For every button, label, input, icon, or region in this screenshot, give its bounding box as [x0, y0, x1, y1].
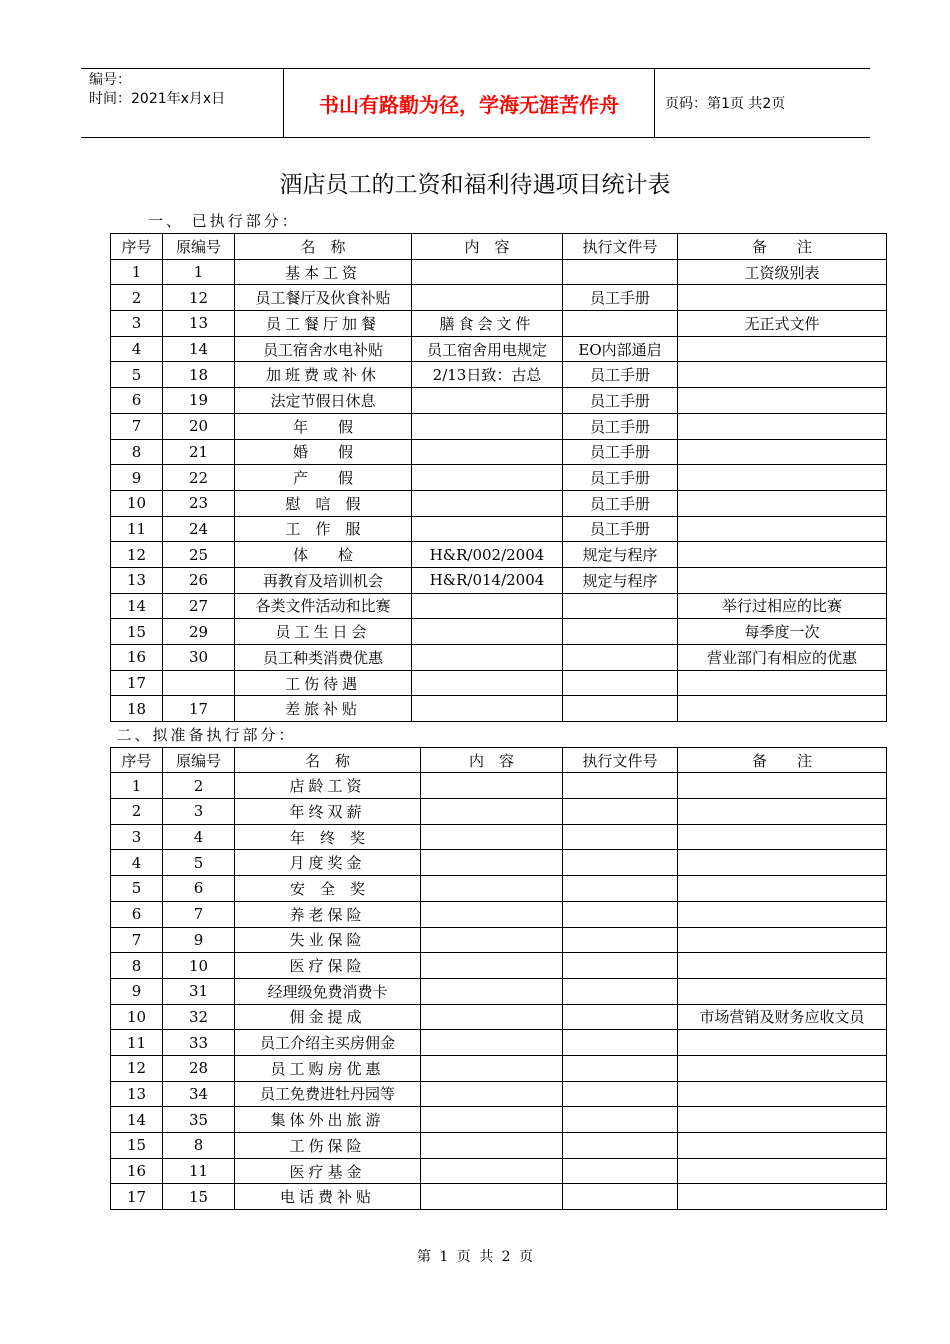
table-cell: [563, 619, 678, 645]
table-cell: 15: [163, 1184, 235, 1210]
table-cell: 年终双薪: [235, 799, 421, 825]
section2-heading-row: [111, 722, 887, 748]
table-cell: 婚 假: [235, 439, 412, 465]
table-cell: 膳食会文件: [412, 311, 563, 337]
table-cell: 17: [163, 696, 235, 722]
table-cell: 集体外出旅游: [235, 1107, 421, 1133]
table-cell: 18: [163, 362, 235, 388]
table-cell: [678, 1158, 887, 1184]
table-cell: 8: [163, 1133, 235, 1159]
table-cell: 员工免费进牡丹园等: [235, 1081, 421, 1107]
table-cell: 1: [163, 259, 235, 285]
table-cell: [412, 696, 563, 722]
table-cell: 店龄工资: [235, 773, 421, 799]
table-cell: 32: [163, 1004, 235, 1030]
header-motto: 书山有路勤为径，学海无涯苦作舟: [283, 69, 655, 137]
table-cell: [421, 1030, 563, 1056]
table-row: [111, 927, 887, 953]
table-cell: [678, 850, 887, 876]
table-cell: 10: [111, 1004, 163, 1030]
table-cell: [421, 1081, 563, 1107]
table-cell: [421, 1055, 563, 1081]
table-cell: 员工手册: [563, 285, 678, 311]
table-cell: 27: [163, 593, 235, 619]
table-cell: 医疗基金: [235, 1158, 421, 1184]
table-cell: [421, 876, 563, 902]
table-cell: 24: [163, 516, 235, 542]
table-cell: 员工手册: [563, 413, 678, 439]
table-cell: [563, 696, 678, 722]
table-cell: 5: [111, 876, 163, 902]
table-cell: 经理级免费消费卡: [235, 978, 421, 1004]
table-row: [111, 824, 887, 850]
column-header: 序号: [111, 747, 163, 773]
table-cell: 每季度一次: [678, 619, 887, 645]
table-cell: [563, 1004, 678, 1030]
table-cell: [563, 1107, 678, 1133]
section1-heading: 一、 已执行部分：: [148, 212, 300, 230]
table-cell: 11: [163, 1158, 235, 1184]
table-cell: [678, 799, 887, 825]
table-cell: [678, 490, 887, 516]
table-cell: [421, 773, 563, 799]
table-cell: [678, 696, 887, 722]
table-cell: [563, 901, 678, 927]
table-cell: [412, 645, 563, 671]
table-cell: 市场营销及财务应收文员: [678, 1004, 887, 1030]
table-cell: 11: [111, 1030, 163, 1056]
table-cell: [412, 619, 563, 645]
table-cell: [678, 1184, 887, 1210]
table-cell: [678, 439, 887, 465]
table-cell: [678, 953, 887, 979]
table-row: [111, 901, 887, 927]
table-cell: 11: [111, 516, 163, 542]
table-cell: 15: [111, 1133, 163, 1159]
table-cell: [421, 1184, 563, 1210]
table-cell: 安 全 奖: [235, 876, 421, 902]
table-cell: [563, 593, 678, 619]
table-cell: 差旅补贴: [235, 696, 412, 722]
table-cell: [563, 799, 678, 825]
table-row: [111, 311, 887, 337]
table-cell: 6: [163, 876, 235, 902]
table-cell: [678, 1030, 887, 1056]
table-cell: 9: [111, 978, 163, 1004]
table-cell: 12: [111, 1055, 163, 1081]
column-header: 序号: [111, 234, 163, 260]
table-cell: 基本工资: [235, 259, 412, 285]
table-cell: [678, 824, 887, 850]
table-row: [111, 850, 887, 876]
table-cell: 7: [111, 413, 163, 439]
column-header: 名 称: [235, 234, 412, 260]
table-cell: [412, 439, 563, 465]
table-cell: 失业保险: [235, 927, 421, 953]
table-cell: 5: [111, 362, 163, 388]
table-cell: [678, 413, 887, 439]
table-cell: [563, 1055, 678, 1081]
document-title: 酒店员工的工资和福利待遇项目统计表: [279, 172, 671, 198]
table-cell: 员工购房优惠: [235, 1055, 421, 1081]
table-cell: 7: [111, 927, 163, 953]
table-cell: 年 假: [235, 413, 412, 439]
page-footer: 第 1 页 共 2 页: [416, 1249, 534, 1265]
table-cell: [563, 1184, 678, 1210]
table-cell: 33: [163, 1030, 235, 1056]
table-cell: 31: [163, 978, 235, 1004]
table-cell: 15: [111, 619, 163, 645]
table-cell: [412, 388, 563, 414]
table-cell: [421, 1107, 563, 1133]
table-row: [111, 978, 887, 1004]
table-row: [111, 696, 887, 722]
table-cell: [412, 670, 563, 696]
table-row: [111, 1055, 887, 1081]
table-cell: 员工宿舍用电规定: [412, 336, 563, 362]
table-cell: [563, 850, 678, 876]
table-cell: [678, 1107, 887, 1133]
table-cell: 员工手册: [563, 490, 678, 516]
table-cell: 1: [111, 259, 163, 285]
column-header: 内 容: [421, 747, 563, 773]
table-row: [111, 285, 887, 311]
table-cell: 工伤保险: [235, 1133, 421, 1159]
table-cell: [421, 850, 563, 876]
table-cell: 员工宿舍水电补贴: [235, 336, 412, 362]
table-cell: 6: [111, 388, 163, 414]
table-cell: 29: [163, 619, 235, 645]
table-row: [111, 645, 887, 671]
table-cell: 电话费补贴: [235, 1184, 421, 1210]
table-cell: 工资级别表: [678, 259, 887, 285]
table-cell: 17: [111, 1184, 163, 1210]
table-cell: [412, 490, 563, 516]
table-cell: 2/13日致：古总: [412, 362, 563, 388]
table-cell: 13: [111, 1081, 163, 1107]
table-cell: 4: [111, 850, 163, 876]
table-cell: 10: [163, 953, 235, 979]
table-cell: 6: [111, 901, 163, 927]
table-cell: 34: [163, 1081, 235, 1107]
table-cell: 12: [163, 285, 235, 311]
table-cell: 体 检: [235, 542, 412, 568]
column-header: 名 称: [235, 747, 421, 773]
table-cell: 2: [163, 773, 235, 799]
table-cell: [678, 362, 887, 388]
column-header: 备 注: [678, 234, 887, 260]
table-cell: 工伤待遇: [235, 670, 412, 696]
table-cell: 慰 唁 假: [235, 490, 412, 516]
table-cell: 员工手册: [563, 362, 678, 388]
table-cell: 员工介绍主买房佣金: [235, 1030, 421, 1056]
table-cell: 21: [163, 439, 235, 465]
planned-items-table: [110, 721, 887, 1210]
table-row: [111, 439, 887, 465]
table-cell: [563, 824, 678, 850]
table-cell: [412, 465, 563, 491]
table-cell: 规定与程序: [563, 542, 678, 568]
table-cell: 2: [111, 285, 163, 311]
table-cell: H&R/002/2004: [412, 542, 563, 568]
table-cell: [412, 593, 563, 619]
table-cell: [678, 876, 887, 902]
table-cell: [678, 567, 887, 593]
table-cell: [421, 824, 563, 850]
table-cell: [678, 336, 887, 362]
table-cell: 14: [163, 336, 235, 362]
table-cell: 营业部门有相应的优惠: [678, 645, 887, 671]
table-cell: 8: [111, 953, 163, 979]
time-label: 时间：2021年x月x日: [89, 91, 226, 107]
table-cell: 13: [163, 311, 235, 337]
page-header: [81, 68, 870, 138]
table-cell: H&R/014/2004: [412, 567, 563, 593]
table-cell: 23: [163, 490, 235, 516]
table-cell: [421, 901, 563, 927]
column-header: 执行文件号: [563, 747, 678, 773]
table-cell: [678, 773, 887, 799]
table-cell: 员工手册: [563, 465, 678, 491]
table-cell: [563, 953, 678, 979]
table-cell: [421, 799, 563, 825]
table-header-row: [111, 747, 887, 773]
table-cell: 17: [111, 670, 163, 696]
table-cell: [563, 1081, 678, 1107]
table-cell: 35: [163, 1107, 235, 1133]
table-cell: 月度奖金: [235, 850, 421, 876]
section2-heading: 二、拟准备执行部分：: [111, 722, 887, 748]
table-cell: [563, 645, 678, 671]
table-cell: 20: [163, 413, 235, 439]
table-row: [111, 336, 887, 362]
table-cell: 16: [111, 1158, 163, 1184]
table-row: [111, 1133, 887, 1159]
table-row: [111, 593, 887, 619]
table-row: [111, 1184, 887, 1210]
table-cell: [678, 465, 887, 491]
table-cell: 16: [111, 645, 163, 671]
table-row: [111, 670, 887, 696]
table-cell: 3: [111, 824, 163, 850]
table-row: [111, 773, 887, 799]
table-cell: 再教育及培训机会: [235, 567, 412, 593]
table-cell: [421, 953, 563, 979]
table-row: [111, 490, 887, 516]
table-cell: 12: [111, 542, 163, 568]
table-cell: [678, 285, 887, 311]
table-cell: 9: [111, 465, 163, 491]
table-cell: 26: [163, 567, 235, 593]
table-cell: [421, 1158, 563, 1184]
table-row: [111, 876, 887, 902]
table-cell: 19: [163, 388, 235, 414]
table-cell: [678, 542, 887, 568]
table-cell: 9: [163, 927, 235, 953]
table-cell: [412, 413, 563, 439]
table-cell: 产 假: [235, 465, 412, 491]
column-header: 原编号: [163, 234, 235, 260]
table-cell: [678, 978, 887, 1004]
table-cell: 员工生日会: [235, 619, 412, 645]
table-cell: 25: [163, 542, 235, 568]
table-cell: 员工餐厅加餐: [235, 311, 412, 337]
table-cell: [678, 901, 887, 927]
table-cell: [563, 876, 678, 902]
table-cell: 养老保险: [235, 901, 421, 927]
doc-number-label: 编号：: [89, 72, 131, 88]
table-cell: 员工种类消费优惠: [235, 645, 412, 671]
table-cell: 举行过相应的比赛: [678, 593, 887, 619]
table-row: [111, 1030, 887, 1056]
table-cell: 7: [163, 901, 235, 927]
table-cell: [678, 1081, 887, 1107]
table-cell: 18: [111, 696, 163, 722]
table-cell: 3: [163, 799, 235, 825]
header-info: [89, 71, 279, 109]
table-cell: 2: [111, 799, 163, 825]
table-row: [111, 799, 887, 825]
column-header: 原编号: [163, 747, 235, 773]
table-header-row: [111, 234, 887, 260]
table-cell: [678, 516, 887, 542]
column-header: 内 容: [412, 234, 563, 260]
table-cell: 10: [111, 490, 163, 516]
table-cell: [563, 1030, 678, 1056]
table-cell: 年 终 奖: [235, 824, 421, 850]
table-row: [111, 362, 887, 388]
column-header: 备 注: [678, 747, 887, 773]
table-row: [111, 465, 887, 491]
table-cell: [563, 927, 678, 953]
table-cell: 员工手册: [563, 439, 678, 465]
executed-items-table: [110, 233, 887, 722]
table-cell: 30: [163, 645, 235, 671]
table-cell: 法定节假日休息: [235, 388, 412, 414]
table-row: [111, 516, 887, 542]
table-cell: 4: [163, 824, 235, 850]
table-cell: [678, 388, 887, 414]
table-cell: 13: [111, 567, 163, 593]
table-cell: 28: [163, 1055, 235, 1081]
table-row: [111, 259, 887, 285]
table-cell: 规定与程序: [563, 567, 678, 593]
table-row: [111, 388, 887, 414]
table-cell: [563, 978, 678, 1004]
table-cell: [412, 285, 563, 311]
table-cell: 各类文件活动和比赛: [235, 593, 412, 619]
table-cell: [421, 978, 563, 1004]
table-row: [111, 1158, 887, 1184]
header-page-label: 页码：第1页 共2页: [665, 96, 786, 112]
table-cell: [563, 311, 678, 337]
table-cell: [678, 927, 887, 953]
table-cell: 工 作 服: [235, 516, 412, 542]
table-cell: 员工餐厅及伙食补贴: [235, 285, 412, 311]
table-cell: 无正式文件: [678, 311, 887, 337]
table-row: [111, 619, 887, 645]
table-cell: [678, 670, 887, 696]
table-cell: [678, 1055, 887, 1081]
table-cell: 加班费或补休: [235, 362, 412, 388]
table-cell: [163, 670, 235, 696]
table-cell: [412, 516, 563, 542]
table-cell: 14: [111, 593, 163, 619]
table-cell: [563, 773, 678, 799]
table-cell: [421, 1133, 563, 1159]
table-cell: 员工手册: [563, 388, 678, 414]
table-cell: [421, 927, 563, 953]
table-cell: [563, 259, 678, 285]
table-row: [111, 1081, 887, 1107]
table-cell: 22: [163, 465, 235, 491]
table-cell: [563, 670, 678, 696]
table-cell: 14: [111, 1107, 163, 1133]
table-cell: [412, 259, 563, 285]
table-cell: 医疗保险: [235, 953, 421, 979]
table-cell: [421, 1004, 563, 1030]
table-cell: 1: [111, 773, 163, 799]
table-cell: 4: [111, 336, 163, 362]
table-row: [111, 542, 887, 568]
table-row: [111, 413, 887, 439]
table-cell: 佣金提成: [235, 1004, 421, 1030]
table-row: [111, 1004, 887, 1030]
column-header: 执行文件号: [563, 234, 678, 260]
table-cell: 3: [111, 311, 163, 337]
table-cell: [678, 1133, 887, 1159]
table-row: [111, 567, 887, 593]
table-cell: 5: [163, 850, 235, 876]
table-cell: [563, 1133, 678, 1159]
table-cell: 员工手册: [563, 516, 678, 542]
table-cell: EO内部通启: [563, 336, 678, 362]
table-row: [111, 1107, 887, 1133]
table-row: [111, 953, 887, 979]
table-cell: [563, 1158, 678, 1184]
table-cell: 8: [111, 439, 163, 465]
